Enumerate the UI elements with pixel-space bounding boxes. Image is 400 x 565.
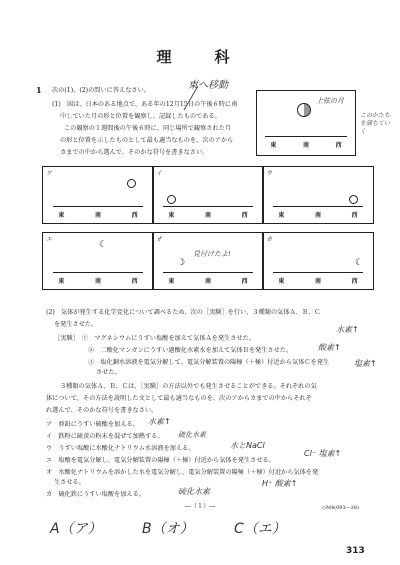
horizon-line	[53, 272, 143, 273]
answer-panel-i	[152, 166, 264, 224]
q1-lead: 次の(1)、(2)の問いに答えなさい。	[52, 87, 150, 94]
option-u: ウ うすい塩酸に水酸化ナトリウム水溶液を加える。	[46, 445, 195, 452]
q1-text-line: 中していた月の形と位置を観察し、記録したものである。	[60, 113, 221, 120]
q2-text-line: ３種類の気体Ａ、Ｂ、Ｃは、［実験］の方法以外でも発生させることができる。それぞれの気	[60, 383, 317, 390]
answer-panel-e	[42, 232, 154, 290]
horizon-line	[163, 272, 253, 273]
full-moon-icon	[167, 195, 176, 204]
answer-panel-u	[262, 166, 374, 224]
handwritten-note: 水とNaCl	[230, 441, 265, 450]
panel-directions: 東 南 西	[58, 278, 138, 285]
full-moon-icon	[127, 179, 136, 188]
full-moon-icon	[349, 195, 358, 204]
q2-text-line: れ選んで、そのかな符号を書きなさい。	[46, 407, 158, 414]
exam-code: ◇M4(093―38)	[322, 505, 359, 511]
experiment-step: ③ 塩化銅水溶液を電気分解して、電気分解装置の陽極（＋極）付近から気体Ｃを発生	[88, 359, 330, 366]
panel-directions: 東 南 西	[278, 278, 358, 285]
horizon-line	[53, 206, 143, 207]
panel-label: ア	[46, 170, 53, 177]
panel-label: イ	[156, 170, 163, 177]
dir-south: 南	[302, 142, 309, 149]
experiment-step: ［実験］ ① マグネシウムにうすい塩酸を加えて気体Ａを発生させた。	[54, 335, 255, 342]
dir-east: 東	[270, 142, 277, 149]
panel-label: ウ	[266, 170, 273, 177]
handwritten-note: 上弦の月	[316, 97, 344, 105]
answer-b: B（オ）	[142, 521, 194, 537]
answer-panel-o	[152, 232, 264, 290]
q1-text-line: カまでの中から選んで、そのかな符号を書きなさい。	[60, 149, 209, 156]
answer-panel-ka	[262, 232, 374, 290]
q1-text-line: の形と位置を示したものとして最も適当なものを、次のアから	[60, 137, 234, 144]
option-o-cont: 生させる。	[54, 479, 85, 486]
panel-directions: 東 南 西	[168, 212, 248, 219]
handwritten-note: 塩素↑	[354, 359, 377, 368]
panel-directions: 東 南 西	[58, 212, 138, 219]
question-number: 1	[36, 85, 42, 95]
q1-text-line: (1) 図は、日本のある地点で、ある年の12月15日の午後６時に南	[52, 101, 238, 108]
q2-text-line: を発生させた。	[54, 321, 98, 328]
figure-directions	[257, 140, 355, 149]
handwritten-note: 水素↑	[336, 325, 359, 334]
q2-text-line: (2) 気体が発生する化学変化について調べるため、次の［実験］を行い、３種類の気体Ａ、Ｂ、Ｃ	[46, 309, 321, 316]
handwritten-note: Cl⁻ 塩素↑	[304, 449, 342, 458]
option-o: オ 水酸化ナトリウムを溶かした水を電気分解し、電気分解装置の陽極（＋極）付近から気体を発	[46, 469, 319, 476]
panel-directions: 東 南 西	[168, 278, 248, 285]
crescent-moon-icon: ☾	[99, 240, 108, 250]
option-ka: カ 硫化鉄にうすい塩酸を加える。	[46, 491, 145, 498]
option-a: ア 亜鉛にうすい硫酸を加える。	[46, 421, 139, 428]
handwritten-note: 硫化水素	[178, 431, 206, 439]
experiment-step: ② 二酸化マンガンにうすい過酸化水素水を加えて気体Ｂを発生させた。	[88, 347, 293, 354]
answer-a: A（ア）	[50, 521, 102, 537]
experiment-step: させた。	[96, 369, 121, 376]
horizon-line	[163, 206, 253, 207]
option-e: エ 塩酸を電気分解し、電気分解装置の陽極（＋極）付近から気体を発生させる。	[46, 457, 275, 464]
horizon-line	[273, 272, 363, 273]
handwritten-note: 硫化水素	[178, 487, 210, 496]
handwritten-note: 東へ移動	[188, 80, 228, 91]
moon-shape-icon	[297, 103, 311, 117]
corner-number: 313	[346, 546, 365, 556]
crescent-moon-icon: ☽	[177, 258, 186, 268]
answer-panel-a	[42, 166, 154, 224]
panel-directions: 東 南 西	[278, 212, 358, 219]
horizon-line	[273, 206, 363, 207]
answer-c: C（エ）	[234, 521, 286, 537]
handwritten-note: このかたちを満ちていく	[360, 112, 391, 135]
q1-text-line: この観察の１週間後の午後６時に、同じ場所で観察された月	[64, 125, 232, 132]
dir-west: 西	[335, 142, 342, 149]
handwritten-note: 水素↑	[148, 417, 171, 426]
panel-label: エ	[46, 236, 53, 243]
panel-label: オ	[156, 236, 163, 243]
panel-label: カ	[266, 236, 273, 243]
crescent-moon-icon: ☾	[355, 258, 364, 268]
page-title: 理 科	[156, 48, 244, 66]
option-i: イ 鉄粉に硫黄の粉末を混ぜて加熱する。	[46, 433, 164, 440]
handwritten-note: 見付けたよ!	[193, 250, 231, 258]
handwritten-note: H⁺ 酸素↑	[262, 479, 298, 488]
q2-text-line: 体について、その方法を説明した文として最も適当なものを、次のアからカまでの中からそれぞ	[46, 395, 312, 402]
page-number: ―（１）―	[184, 503, 216, 510]
handwritten-note: 酸素↑	[318, 343, 341, 352]
arrow-icon	[178, 84, 202, 114]
horizon-line	[265, 136, 347, 137]
